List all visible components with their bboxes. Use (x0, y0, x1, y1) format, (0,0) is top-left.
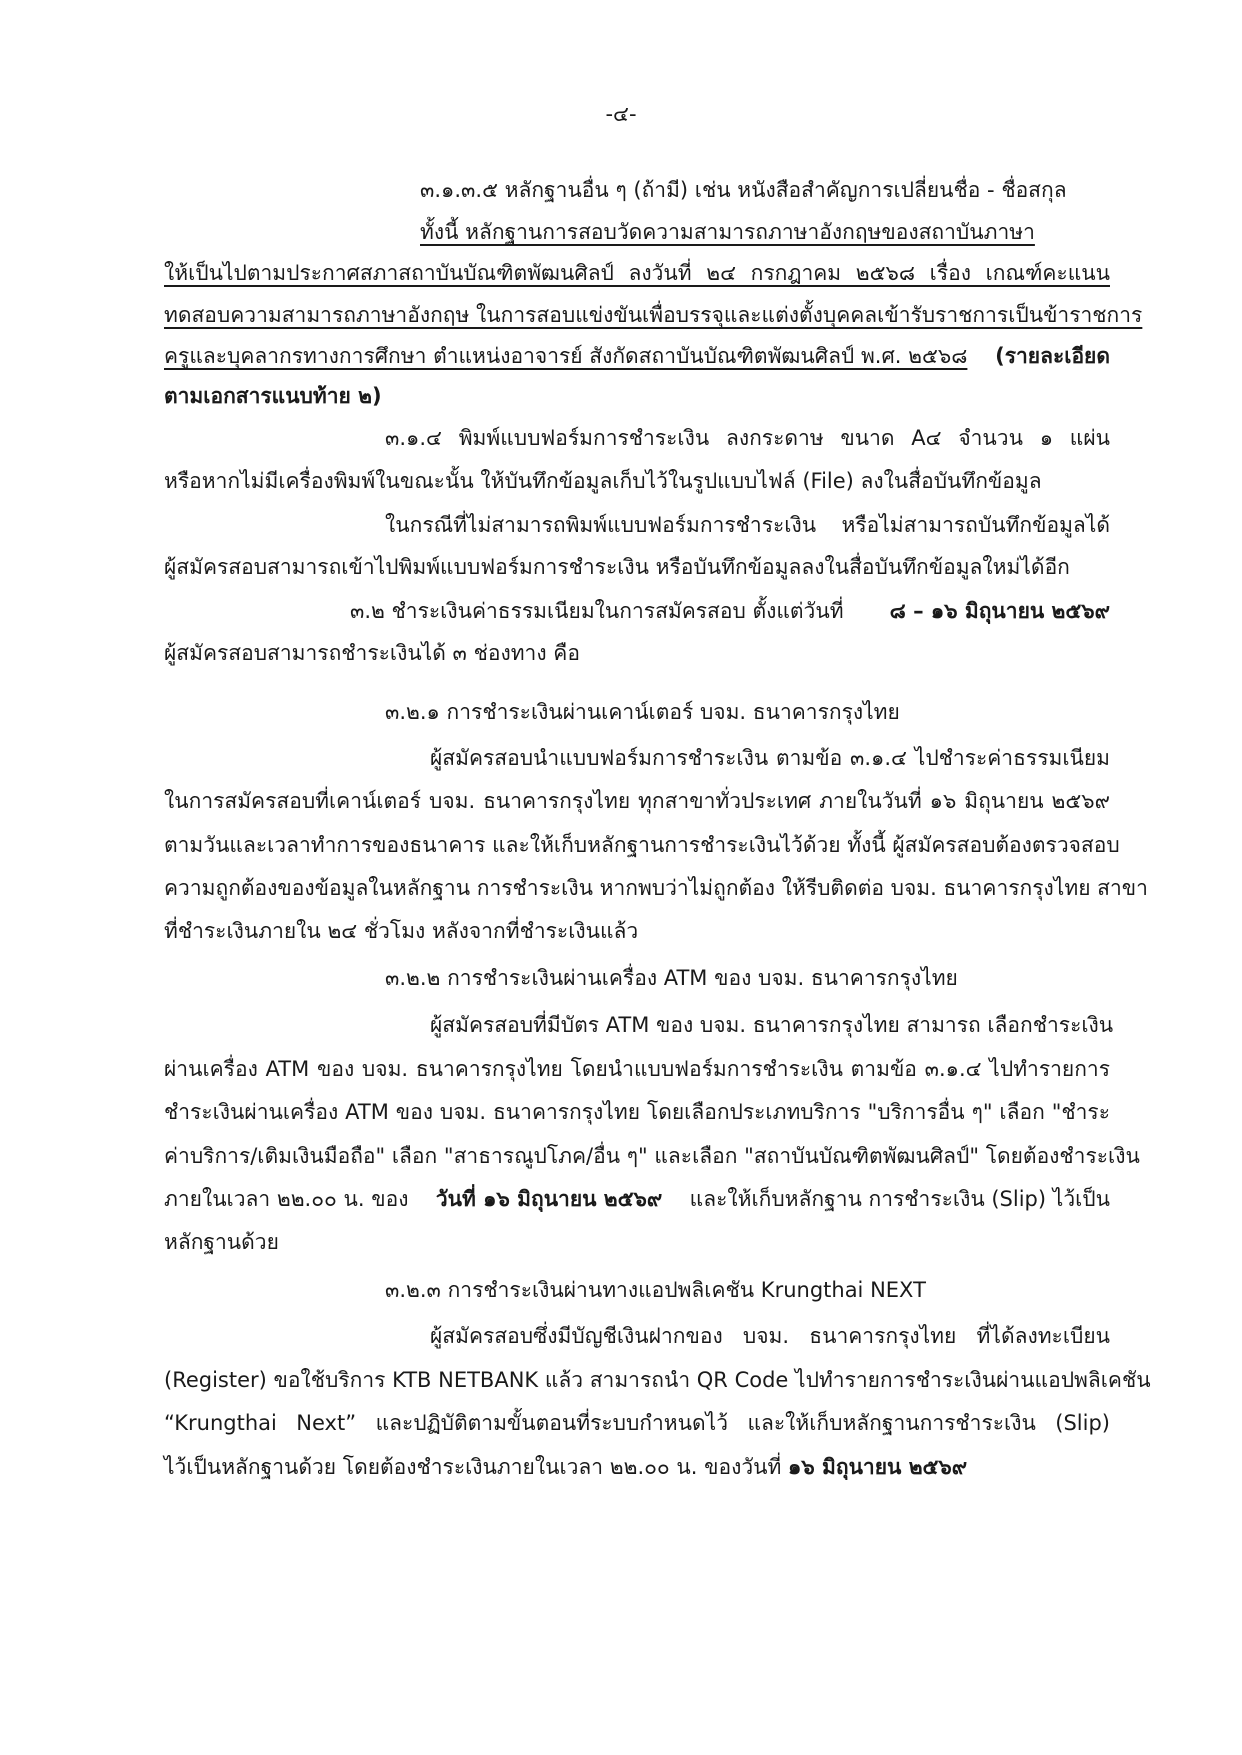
para-3-2-2-line-1: ผู้สมัครสอบที่มีบัตร ATM ของ บจม. ธนาคารกรุงไทย สามารถ เลือกชำระเงิน (430, 1013, 1114, 1037)
para-3-2-1-line-1: ผู้สมัครสอบนำแบบฟอร์มการชำระเงิน ตามข้อ ๓.๑.๔ ไปชำระค่าธรรมเนียม (430, 746, 1110, 770)
heading-3-2-1: ๓.๒.๑ การชำระเงินผ่านเคาน์เตอร์ บจม. ธนาคารกรุงไทย (385, 700, 900, 724)
para-3-1-3-5: ๓.๑.๓.๕ หลักฐานอื่น ๆ (ถ้ามี) เช่น หนังสือสำคัญการเปลี่ยนชื่อ - ชื่อสกุล (420, 178, 1067, 202)
para-english-test-line-2: ให้เป็นไปตามประกาศสภาสถาบันบัณฑิตพัฒนศิลป์ ลงวันที่ ๒๔ กรกฎาคม ๒๕๖๘ เรื่อง เกณฑ์คะแนน (164, 261, 1110, 285)
para-english-test-detail-note: (รายละเอียด (995, 344, 1110, 368)
para-3-2-2-slip: และให้เก็บหลักฐาน การชำระเงิน (Slip) ไว้เป็น (689, 1187, 1110, 1211)
para-3-2-2-line-6: หลักฐานด้วย (164, 1230, 279, 1254)
para-english-test-line-4-text: ครูและบุคลากรทางการศึกษา ตำแหน่งอาจารย์ สังกัดสถาบันบัณฑิตพัฒนศิลป์ พ.ศ. ๒๕๖๘ (164, 344, 968, 368)
heading-3-2-2: ๓.๒.๒ การชำระเงินผ่านเครื่อง ATM ของ บจม. ธนาคารกรุงไทย (385, 966, 958, 990)
para-3-2-line-2: ผู้สมัครสอบสามารถชำระเงินได้ ๓ ช่องทาง คือ (164, 641, 580, 665)
para-3-2-2-line-4: ค่าบริการ/เติมเงินมือถือ" เลือก "สาธารณูปโภค/อื่น ๆ" และเลือก "สถาบันบัณฑิตพัฒนศิลป์" โดยต้องชำระเงิน (164, 1144, 1140, 1168)
para-english-test-line-1: ทั้งนี้ หลักฐานการสอบวัดความสามารถภาษาอังกฤษของสถาบันภาษา (420, 220, 1035, 244)
para-3-2-2-line-2: ผ่านเครื่อง ATM ของ บจม. ธนาคารกรุงไทย โดยนำแบบฟอร์มการชำระเงิน ตามข้อ ๓.๑.๔ ไปทำรายการ (164, 1057, 1110, 1081)
para-3-2-3-line-2: (Register) ขอใช้บริการ KTB NETBANK แล้ว สามารถนำ QR Code ไปทำรายการชำระเงินผ่านแอปพลิเคชัน (164, 1368, 1151, 1392)
para-english-test-line-3: ทดสอบความสามารถภาษาอังกฤษ ในการสอบแข่งขันเพื่อบรรจุและแต่งตั้งบุคคลเข้ารับราชการเป็นข้าราชการ (164, 303, 1143, 327)
para-3-2-3-line-1: ผู้สมัครสอบซึ่งมีบัญชีเงินฝากของ บจม. ธนาคารกรุงไทย ที่ได้ลงทะเบียน (430, 1324, 1110, 1348)
para-3-2-2-line-3: ชำระเงินผ่านเครื่อง ATM ของ บจม. ธนาคารกรุงไทย โดยเลือกประเภทบริการ "บริการอื่น ๆ" เลือก "ชำระ (164, 1100, 1110, 1124)
para-english-test-line-5: ตามเอกสารแนบท้าย ๒) (164, 384, 382, 408)
para-3-2-3-time: ไว้เป็นหลักฐานด้วย โดยต้องชำระเงินภายในเวลา ๒๒.๐๐ น. ของวันที่ (164, 1455, 782, 1479)
para-3-2-3-line-3: “Krungthai Next” และปฏิบัติตามขั้นตอนที่ระบบกำหนดไว้ และให้เก็บหลักฐานการชำระเงิน (Slip) (164, 1411, 1110, 1435)
page-number: -๔- (605, 102, 637, 126)
para-3-2-2-line-5 (164, 1184, 1110, 1214)
para-3-2-1-line-2: ในการสมัครสอบที่เคาน์เตอร์ บจม. ธนาคารกรุงไทย ทุกสาขาทั่วประเทศ ภายในวันที่ ๑๖ มิถุนายน ๒๕๖๙ (164, 789, 1110, 813)
para-3-2-2-time: ภายในเวลา ๒๒.๐๐ น. ของ (164, 1187, 409, 1211)
para-print-fail-line-1: ในกรณีที่ไม่สามารถพิมพ์แบบฟอร์มการชำระเงิน หรือไม่สามารถบันทึกข้อมูลได้ (385, 513, 1110, 537)
para-3-2-3-date: ๑๖ มิถุนายน ๒๕๖๙ (788, 1455, 968, 1479)
para-3-2-1-line-3: ตามวันและเวลาทำการของธนาคาร และให้เก็บหลักฐานการชำระเงินไว้ด้วย ทั้งนี้ ผู้สมัครสอบต้องตรวจสอบ (164, 833, 1120, 857)
para-3-2-line-1 (350, 596, 1110, 626)
para-print-fail-line-2: ผู้สมัครสอบสามารถเข้าไปพิมพ์แบบฟอร์มการชำระเงิน หรือบันทึกข้อมูลลงในสื่อบันทึกข้อมูลใหม่ได้อีก (164, 555, 1070, 579)
para-3-2-2-date: วันที่ ๑๖ มิถุนายน ๒๕๖๙ (435, 1187, 663, 1211)
heading-3-2-3: ๓.๒.๓ การชำระเงินผ่านทางแอปพลิเคชัน Krungthai NEXT (385, 1278, 926, 1302)
para-english-test-line-4 (164, 341, 1110, 371)
para-3-1-4-line-2: หรือหากไม่มีเครื่องพิมพ์ในขณะนั้น ให้บันทึกข้อมูลเก็บไว้ในรูปแบบไฟล์ (File) ลงในสื่อบันทึกข้อมูล (164, 469, 1042, 493)
para-3-1-4-line-1: ๓.๑.๔ พิมพ์แบบฟอร์มการชำระเงิน ลงกระดาษ ขนาด A๔ จำนวน ๑ แผ่น (385, 426, 1110, 450)
para-3-2-date: ๘ – ๑๖ มิถุนายน ๒๕๖๙ (889, 599, 1110, 623)
para-3-2-text: ๓.๒ ชำระเงินค่าธรรมเนียมในการสมัครสอบ ตั้งแต่วันที่ (350, 599, 844, 623)
para-3-2-1-line-4: ความถูกต้องของข้อมูลในหลักฐาน การชำระเงิน หากพบว่าไม่ถูกต้อง ให้รีบติดต่อ บจม. ธนาคารกรุงไทย สาขา (164, 876, 1148, 900)
para-3-2-1-line-5: ที่ชำระเงินภายใน ๒๔ ชั่วโมง หลังจากที่ชำระเงินแล้ว (164, 919, 639, 943)
para-3-2-3-line-4 (164, 1452, 967, 1482)
